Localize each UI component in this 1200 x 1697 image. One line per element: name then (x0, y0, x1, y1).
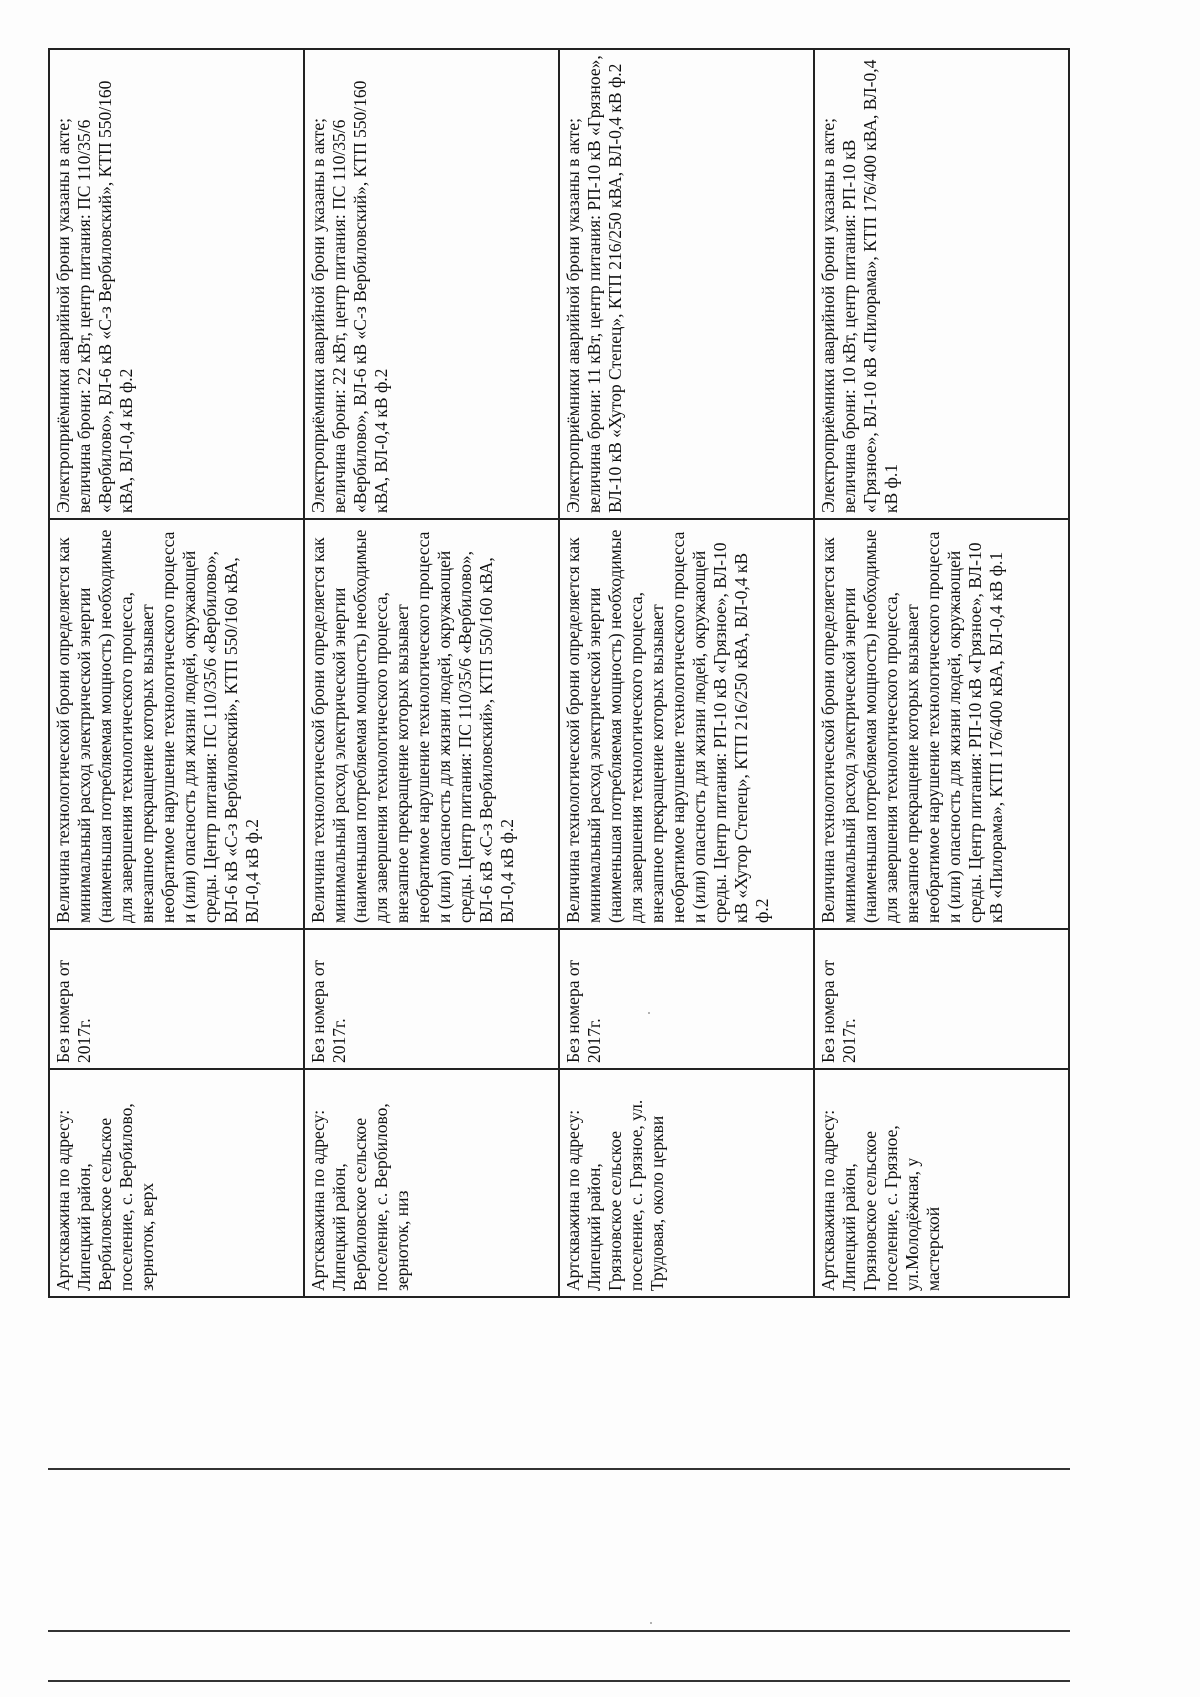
scan-speck (648, 1012, 650, 1014)
emergency-reserve-cell: Электроприёмники аварийной брони указаны в акте; величина брони: 11 кВт, центр питания: РП-10 кВ «Грязное», ВЛ-10 кВ «Хутор Степец», КТП 216/250 кВА, ВЛ-0,4 кВ ф.2 (559, 49, 814, 519)
address-cell: Артскважина по адресу: Липецкий район, Грязновское сельское поселение, с. Грязное, ул. Трудовая, около церкви (559, 1069, 814, 1297)
emergency-reserve-cell: Электроприёмники аварийной брони указаны в акте; величина брони: 22 кВт, центр питания: ПС 110/35/6 «Вербилово», ВЛ-6 кВ «С-з Вербиловский», КТП 550/160 кВА, ВЛ-0,4 кВ ф.2 (304, 49, 559, 519)
table-row (49, 49, 304, 1297)
address-cell: Артскважина по адресу: Липецкий район, Вербиловское сельское поселение, с. Вербилово, зерноток, низ (304, 1069, 559, 1297)
table-row (559, 49, 814, 1297)
separator-line-3 (48, 1680, 1070, 1682)
tech-reserve-cell: Величина технологической брони определяется как минимальный расход электрической энергии (наименьшая потребляемая мощность) необходимые для завершения технологического процесса, внезапное прекращение которых вызывает необратимое нарушение технологического процесса и (или) опасность для жизни людей, окружающей среды. Центр питания: РП-10 кВ «Грязное», ВЛ-10 кВ «Хутор Степец», КТП 216/250 кВА, ВЛ-0,4 кВ ф.2 (559, 519, 814, 929)
tech-reserve-cell: Величина технологической брони определяется как минимальный расход электрической энергии (наименьшая потребляемая мощность) необходимые для завершения технологического процесса, внезапное прекращение которых вызывает необратимое нарушение технологического процесса и (или) опасность для жизни людей, окружающей среды. Центр питания: РП-10 кВ «Грязное», ВЛ-10 кВ «Пилорама», КТП 176/400 кВА, ВЛ-0,4 кВ ф.1 (814, 519, 1069, 929)
address-cell: Артскважина по адресу: Липецкий район, Грязновское сельское поселение, с. Грязное, ул.Молодёжная, у мастерской (814, 1069, 1069, 1297)
document-cell: Без номера от 2017г. (814, 929, 1069, 1069)
table-row (814, 49, 1069, 1297)
address-cell: Артскважина по адресу: Липецкий район, Вербиловское сельское поселение, с. Вербилово, зерноток, верх (49, 1069, 304, 1297)
separator-line-2 (48, 1630, 1070, 1632)
document-cell: Без номера от 2017г. (49, 929, 304, 1069)
emergency-reserve-cell: Электроприёмники аварийной брони указаны в акте; величина брони: 10 кВт, центр питания: РП-10 кВ «Грязное», ВЛ-10 кВ «Пилорама», КТП 176/400 кВА, ВЛ-0,4 кВ ф.1 (814, 49, 1069, 519)
document-cell: Без номера от 2017г. (304, 929, 559, 1069)
tech-reserve-cell: Величина технологической брони определяется как минимальный расход электрической энергии (наименьшая потребляемая мощность) необходимые для завершения технологического процесса, внезапное прекращение которых вызывает необратимое нарушение технологического процесса и (или) опасность для жизни людей, окружающей среды. Центр питания: ПС 110/35/6 «Вербилово», ВЛ-6 кВ «С-з Вербиловский», КТП 550/160 кВА, ВЛ-0,4 кВ ф.2 (304, 519, 559, 929)
reserve-table (48, 48, 1070, 1298)
table-wrapper (48, 50, 1068, 1298)
separator-line-1 (48, 1468, 1070, 1470)
table-row (304, 49, 559, 1297)
scan-speck (650, 1622, 652, 1624)
document-cell: Без номера от 2017г. (559, 929, 814, 1069)
emergency-reserve-cell: Электроприёмники аварийной брони указаны в акте; величина брони: 22 кВт, центр питания: ПС 110/35/6 «Вербилово», ВЛ-6 кВ «С-з Вербиловский», КТП 550/160 кВА, ВЛ-0,4 кВ ф.2 (49, 49, 304, 519)
rotated-table-area (48, 50, 1068, 1298)
tech-reserve-cell: Величина технологической брони определяется как минимальный расход электрической энергии (наименьшая потребляемая мощность) необходимые для завершения технологического процесса, внезапное прекращение которых вызывает необратимое нарушение технологического процесса и (или) опасность для жизни людей, окружающей среды. Центр питания: ПС 110/35/6 «Вербилово», ВЛ-6 кВ «С-з Вербиловский», КТП 550/160 кВА, ВЛ-0,4 кВ ф.2 (49, 519, 304, 929)
